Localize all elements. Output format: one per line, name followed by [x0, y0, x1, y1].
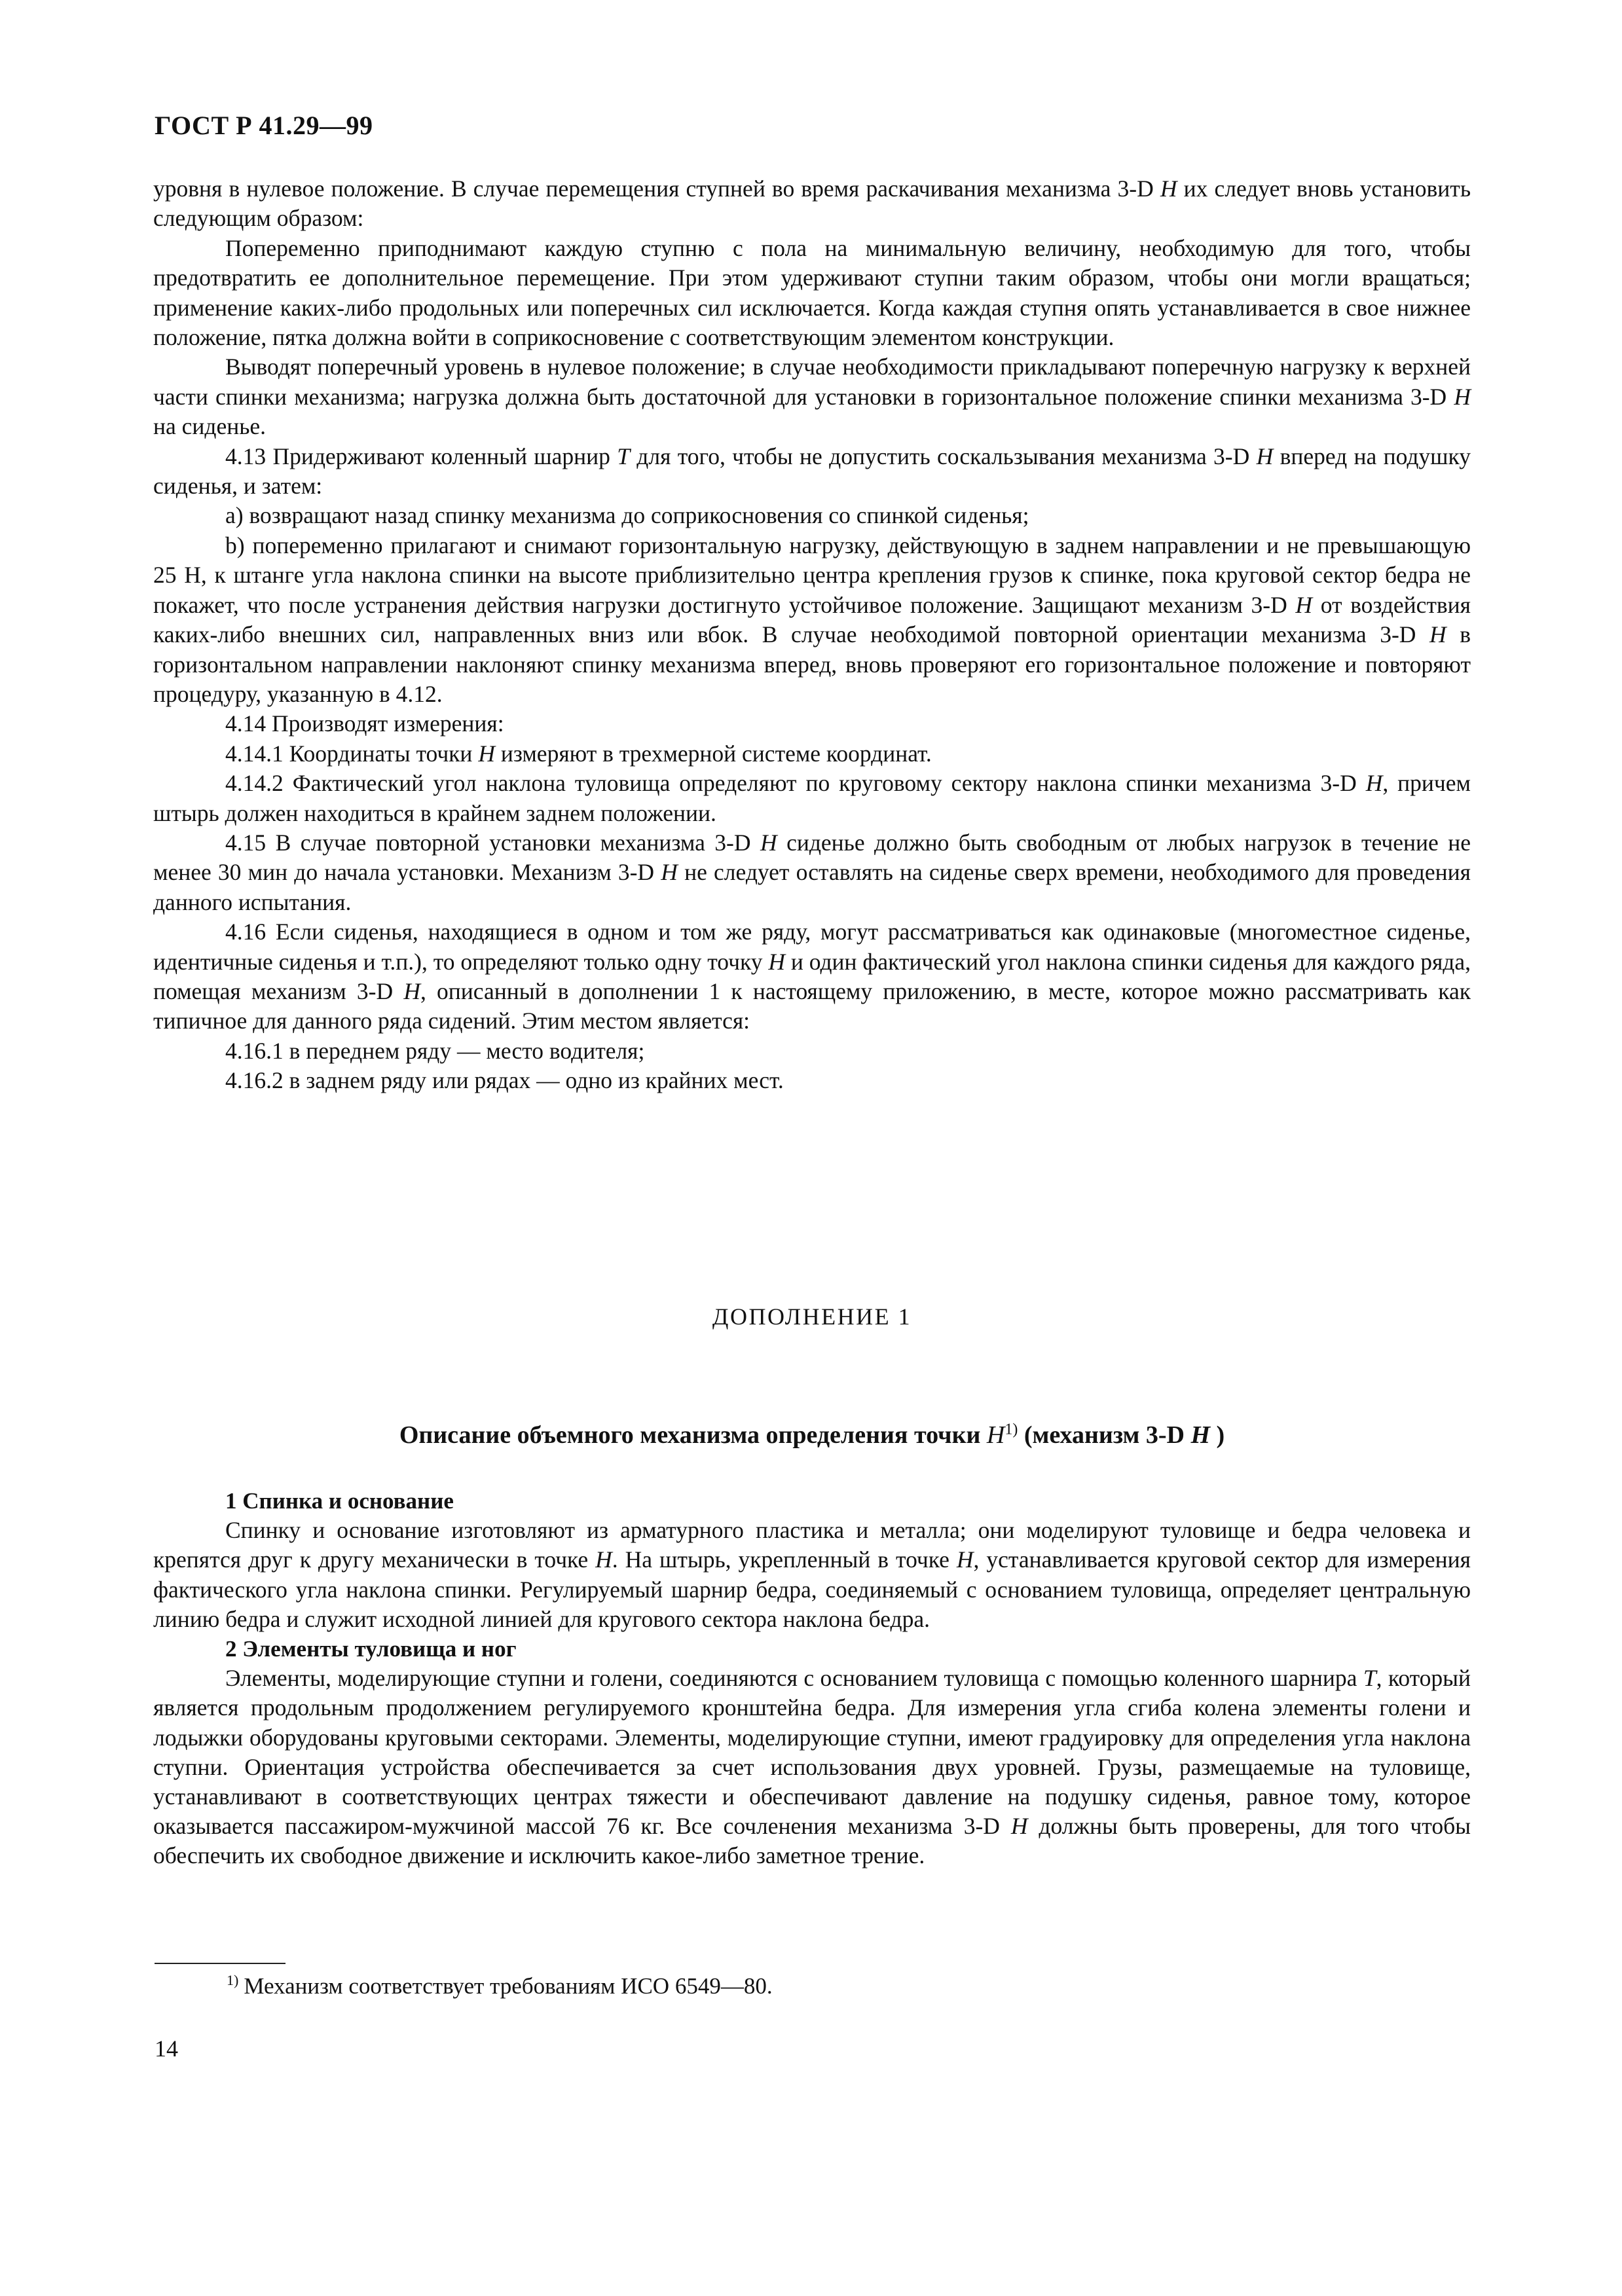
clause-4-14-1: 4.14.1 Координаты точки H измеряют в трехмерной системе координат.	[225, 740, 932, 767]
appendix-text	[153, 1486, 1471, 1871]
footnote	[227, 1972, 773, 2001]
clause-4-14: 4.14 Производят измерения:	[225, 710, 504, 737]
paragraph: Элементы, моделирующие ступни и голени, соединяются с основанием туловища с помощью коленного шарнира T, который является продольным продолжением регулируемого кронштейна бедра. Для измерения угла сгиба колена элементы голени и лодыжки оборудованы круговыми секторами. Элементы, моделирующие ступни, имеют градуировку для определения угла наклона ступни. Ориентация устройства обеспечивается за счет использования двух уровней. Грузы, размещаемые на туловище, устанавливают в соответствующих центрах тяжести и обеспечивают давление на подушку сиденья, равное тому, которое оказывается пассажиром-мужчиной массой 76 кг. Все сочленения механизма 3-D H должны быть проверены, для того чтобы обеспечить их свободное движение и исключить какое-либо заметное трение.	[153, 1665, 1471, 1869]
footnote-text: Механизм соответствует требованиям ИСО 6549—80.	[244, 1973, 773, 1999]
list-item-a: а) возвращают назад спинку механизма до соприкосновения со спинкой сиденья;	[225, 502, 1029, 529]
section-heading: 2 Элементы туловища и ног	[225, 1636, 517, 1662]
appendix-title: Описание объемного механизма определения точки $H^{1)}$ (механизм 3-D H )	[399, 1421, 1225, 1449]
paragraph: Спинку и основание изготовляют из арматурного пластика и металла; они моделируют туловище и бедра человека и крепятся друг к другу механически в точке H. На штырь, укрепленный в точке H, устанавливается круговой сектор для измерения фактического угла наклона спинки. Регулируемый шарнир бедра, соединяемый с основанием туловища, определяет центральную линию бедра и служит исходной линией для кругового сектора наклона бедра.	[153, 1517, 1471, 1632]
paragraph: Попеременно приподнимают каждую ступню с пола на минимальную величину, необходимую для того, чтобы предотвратить ее дополнительное перемещение. При этом удерживают ступни таким образом, чтобы они могли вращаться; применение каких-либо продольных или поперечных сил исключается. Когда каждая ступня опять устанавливается в свое нижнее положение, пятка должна войти в соприкосновение с соответствующим элементом конструкции.	[153, 234, 1471, 351]
main-text	[153, 174, 1471, 1096]
footnote-divider	[155, 1963, 286, 1964]
clause-4-13: 4.13 Придерживают коленный шарнир T для того, чтобы не допустить соскальзывания механизма 3-D H вперед на подушку сиденья, и затем:	[153, 443, 1471, 500]
section-heading: 1 Спинка и основание	[225, 1488, 454, 1514]
clause-4-16-2: 4.16.2 в заднем ряду или рядах — одно из крайних мест.	[225, 1067, 784, 1094]
clause-4-16: 4.16 Если сиденья, находящиеся в одном и том же ряду, могут рассматриваться как одинаковые (многоместное сиденье, идентичные сиденья и т.п.), то определяют только одну точку H и один фактический угол наклона спинки сиденья для каждого ряда, помещая механизм 3-D H, описанный в дополнении 1 к настоящему приложению, в месте, которое можно рассматривать как типичное для данного ряда сидений. Этим местом является:	[153, 919, 1471, 1034]
appendix-label: ДОПОЛНЕНИЕ 1	[712, 1303, 912, 1330]
paragraph: уровня в нулевое положение. В случае перемещения ступней во время раскачивания механизма 3-D H их следует вновь установить следующим образом:	[153, 175, 1471, 232]
page-number: 14	[155, 2035, 178, 2062]
document-code: ГОСТ Р 41.29—99	[155, 111, 373, 140]
list-item-b: b) попеременно прилагают и снимают горизонтальную нагрузку, действующую в заднем направлении и не превышающую 25 Н, к штанге угла наклона спинки на высоте приблизительно центра крепления грузов к спинке, пока круговой сектор бедра не покажет, что после устранения действия нагрузки достигнуто устойчивое положение. Защищают механизм 3-D H от воздействия каких-либо внешних сил, направленных вниз или вбок. В случае необходимой повторной ориентации механизма 3-D H в горизонтальном направлении наклоняют спинку механизма вперед, вновь проверяют его горизонтальное положение и повторяют процедуру, указанную в 4.12.	[153, 532, 1471, 707]
footnote-ref: 1)	[1005, 1421, 1018, 1438]
paragraph: Выводят поперечный уровень в нулевое положение; в случае необходимости прикладывают поперечную нагрузку к верхней части спинки механизма; нагрузка должна быть достаточной для установки в горизонтальное положение спинки механизма 3-D H на сиденье.	[153, 354, 1471, 440]
clause-4-16-1: 4.16.1 в переднем ряду — место водителя;	[225, 1037, 645, 1064]
clause-4-15: 4.15 В случае повторной установки механизма 3-D H сиденье должно быть свободным от любых нагрузок в течение не менее 30 мин до начала установки. Механизм 3-D H не следует оставлять на сиденье сверх времени, необходимого для проведения данного испытания.	[153, 829, 1471, 915]
footnote-mark: 1)	[227, 1972, 239, 1989]
clause-4-14-2: 4.14.2 Фактический угол наклона туловища определяют по круговому сектору наклона спинки механизма 3-D H, причем штырь должен находиться в крайнем заднем положении.	[153, 770, 1471, 826]
